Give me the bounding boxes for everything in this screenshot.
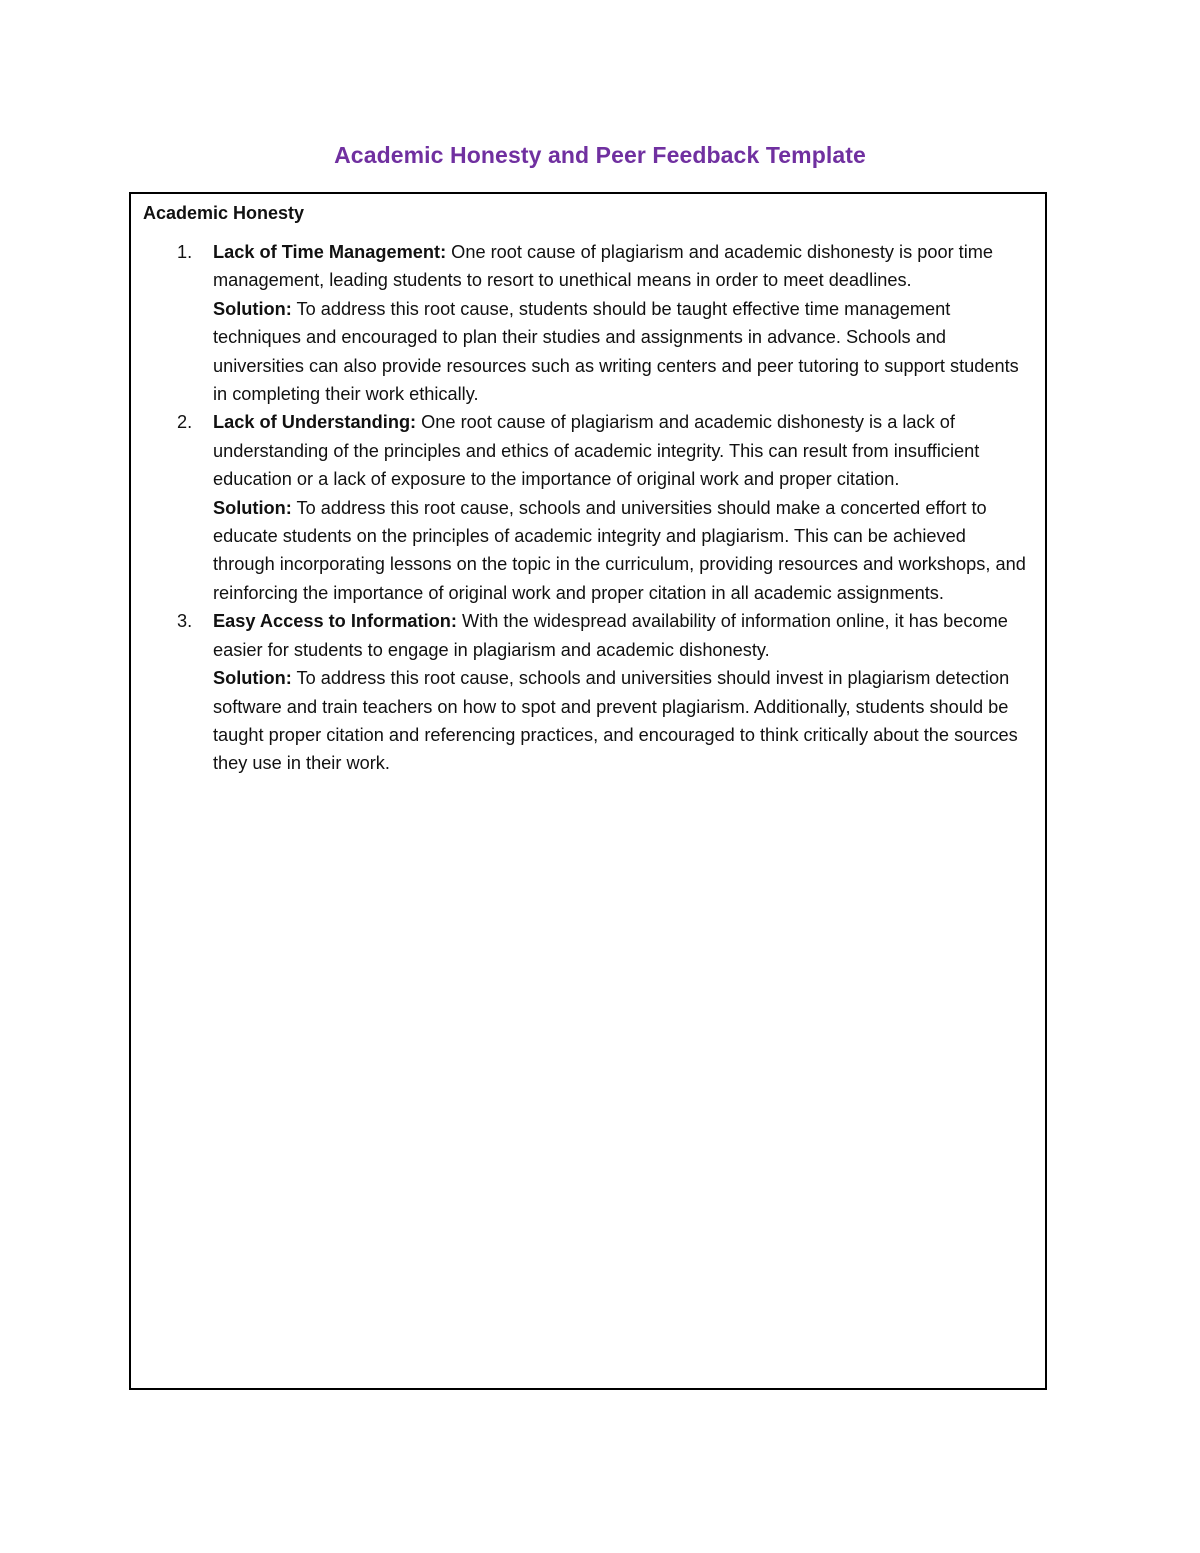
solution-label: Solution: [213, 298, 292, 319]
item-paragraph [213, 238, 1027, 295]
list-item [131, 408, 1045, 607]
solution-label: Solution: [213, 497, 292, 518]
list-item [131, 238, 1045, 408]
page-title: Academic Honesty and Peer Feedback Template [334, 142, 866, 168]
solution-text: To address this root cause, students should be taught effective time management techniques and encouraged to plan their studies and assignments in advance. Schools and universities can also provide resources such as writing centers and peer tutoring to support students in completing their work ethically. [213, 298, 1019, 405]
solution-paragraph [213, 295, 1027, 409]
item-number: 2. [177, 412, 193, 433]
item-title: Lack of Understanding: [213, 412, 417, 433]
item-text: One root cause of plagiarism and academic dishonesty is poor time management, leading students to resort to unethical means in order to meet deadlines. [213, 242, 994, 291]
section-heading: Academic Honesty [143, 203, 305, 223]
item-paragraph [213, 408, 1027, 493]
item-number: 1. [177, 242, 193, 262]
item-paragraph [213, 607, 1027, 664]
item-title: Easy Access to Information: [213, 611, 457, 632]
item-text: With the widespread availability of information online, it has become easier for students to engage in plagiarism and academic dishonesty. [213, 611, 1008, 660]
item-text: One root cause of plagiarism and academic dishonesty is a lack of understanding of the principles and ethics of academic integrity. This can result from insufficient education or a lack of exposure to the importance of original work and proper citation. [213, 412, 980, 490]
content-box [129, 192, 1047, 1390]
item-number: 3. [177, 611, 193, 632]
solution-paragraph [213, 664, 1027, 778]
item-title: Lack of Time Management: [213, 242, 447, 262]
solution-text: To address this root cause, schools and universities should invest in plagiarism detection software and train teachers on how to spot and prevent plagiarism. Additionally, students should be taught proper citation and referencing practices, and encouraged to think critically about the sources they use in their work. [213, 668, 1018, 774]
solution-paragraph [213, 494, 1027, 608]
solution-text: To address this root cause, schools and universities should make a concerted effort to educate students on the principles of academic integrity and plagiarism. This can be achieved through incorporating lessons on the topic in the curriculum, providing resources and workshops, and reinforcing the importance of original work and proper citation in all academic assignments. [213, 497, 1026, 603]
solution-label: Solution: [213, 668, 292, 689]
root-cause-list [131, 238, 1045, 778]
list-item [131, 607, 1045, 777]
